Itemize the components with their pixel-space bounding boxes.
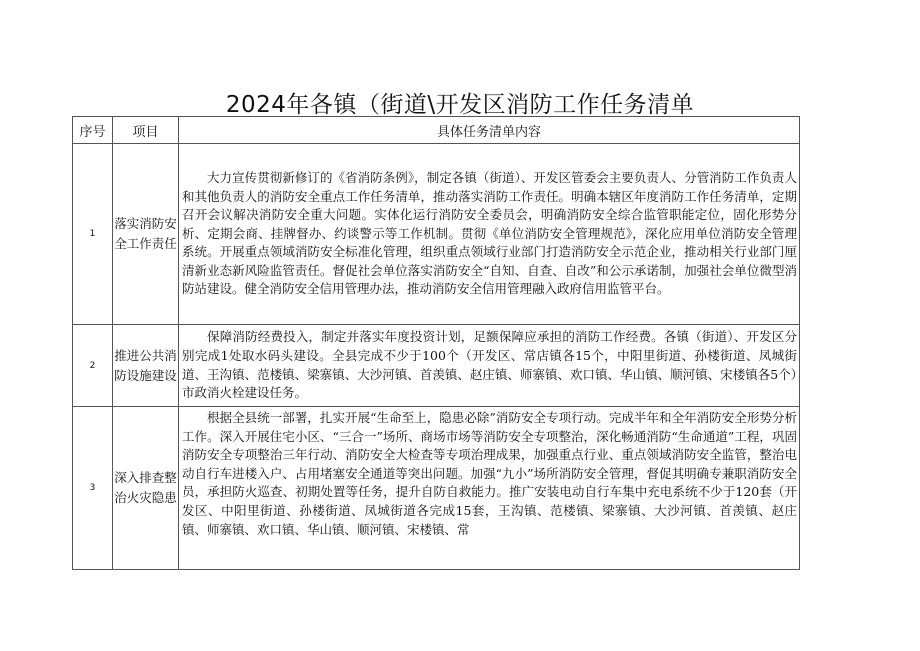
row-item: [113, 325, 179, 407]
row-item-text: 推进公共消防设施建设: [114, 347, 177, 383]
header-content: 具体任务清单内容: [179, 117, 800, 144]
table-header-row: [73, 117, 800, 144]
page-title: 2024年各镇（街道\开发区消防工作任务清单: [225, 92, 695, 118]
row-content-text: 根据全县统一部署，扎实开展“生命至上，隐患必除”消防安全专项行动。完成半年和全年消防安全形势分析工作。深入开展住宅小区、“三合一”场所、商场市场等消防安全专项整治，深化畅通消防“生命通道”工程，巩固消防安全专项整治三年行动、消防安全大检查等专项治理成果，加强重点行业、重点领域消防安全监管，整治电动自行车进楼入户、占用堵塞安全通道等突出问题。加强“九小”场所消防安全管理，督促其明确专兼职消防安全员，承担防火巡查、初期处置等任务，提升自防自救能力。推广安装电动自行车集中充电系统不少于120套（开发区、中阳里街道、孙楼街道、凤城街道各完成15套，王沟镇、范楼镇、梁寨镇、大沙河镇、首羡镇、赵庄镇、师寨镇、欢口镇、华山镇、顺河镇、宋楼镇、常: [182, 410, 797, 537]
task-table: [72, 116, 800, 570]
table-row: [73, 144, 800, 325]
header-no: 序号: [73, 117, 113, 144]
table-row: [73, 325, 800, 407]
row-content-text: 保障消防经费投入，制定并落实年度投资计划，足额保障应承担的消防工作经费。各镇（街道）、开发区分别完成1处取水码头建设。全县完成不少于100个（开发区、常店镇各15个，中阳里街道、孙楼街道、凤城街道、王沟镇、范楼镇、梁寨镇、大沙河镇、首羡镇、赵庄镇、师寨镇、欢口镇、华山镇、顺河镇、宋楼镇各5个）市政消火栓建设任务。: [182, 329, 797, 401]
row-content: [179, 325, 800, 407]
row-number: 2: [73, 325, 113, 407]
row-item: [113, 407, 179, 570]
row-content-text: 大力宣传贯彻新修订的《省消防条例》，制定各镇（街道）、开发区管委会主要负责人、分管消防工作负责人和其他负责人的消防安全重点工作任务清单，推动落实消防工作责任。明确本辖区年度消防工作任务清单，定期召开会议解决消防安全重大问题。实体化运行消防安全委员会，明确消防安全综合监管职能定位，固化形势分析、定期会商、挂牌督办、约谈警示等工作机制。贯彻《单位消防安全管理规范》，深化应用单位消防安全管理系统。开展重点领域消防安全标准化管理，组织重点领域行业部门打造消防安全示范企业，推动相关行业部门厘清新业态新风险监管责任。督促社会单位落实消防安全“自知、自查、自改”和公示承诺制，加强社会单位微型消防站建设。健全消防安全信用管理办法，推动消防安全信用管理融入政府信用监管平台。: [182, 169, 797, 297]
row-item: [113, 144, 179, 325]
row-item-text: 落实消防安全工作责任: [114, 216, 177, 251]
row-number: 3: [73, 407, 113, 570]
row-number: 1: [73, 144, 113, 325]
row-item-text: 深入排查整治火灾隐患: [114, 470, 177, 505]
row-content: [179, 407, 800, 570]
row-content: [179, 144, 800, 325]
header-item: 项目: [113, 117, 179, 144]
table-row: [73, 407, 800, 570]
